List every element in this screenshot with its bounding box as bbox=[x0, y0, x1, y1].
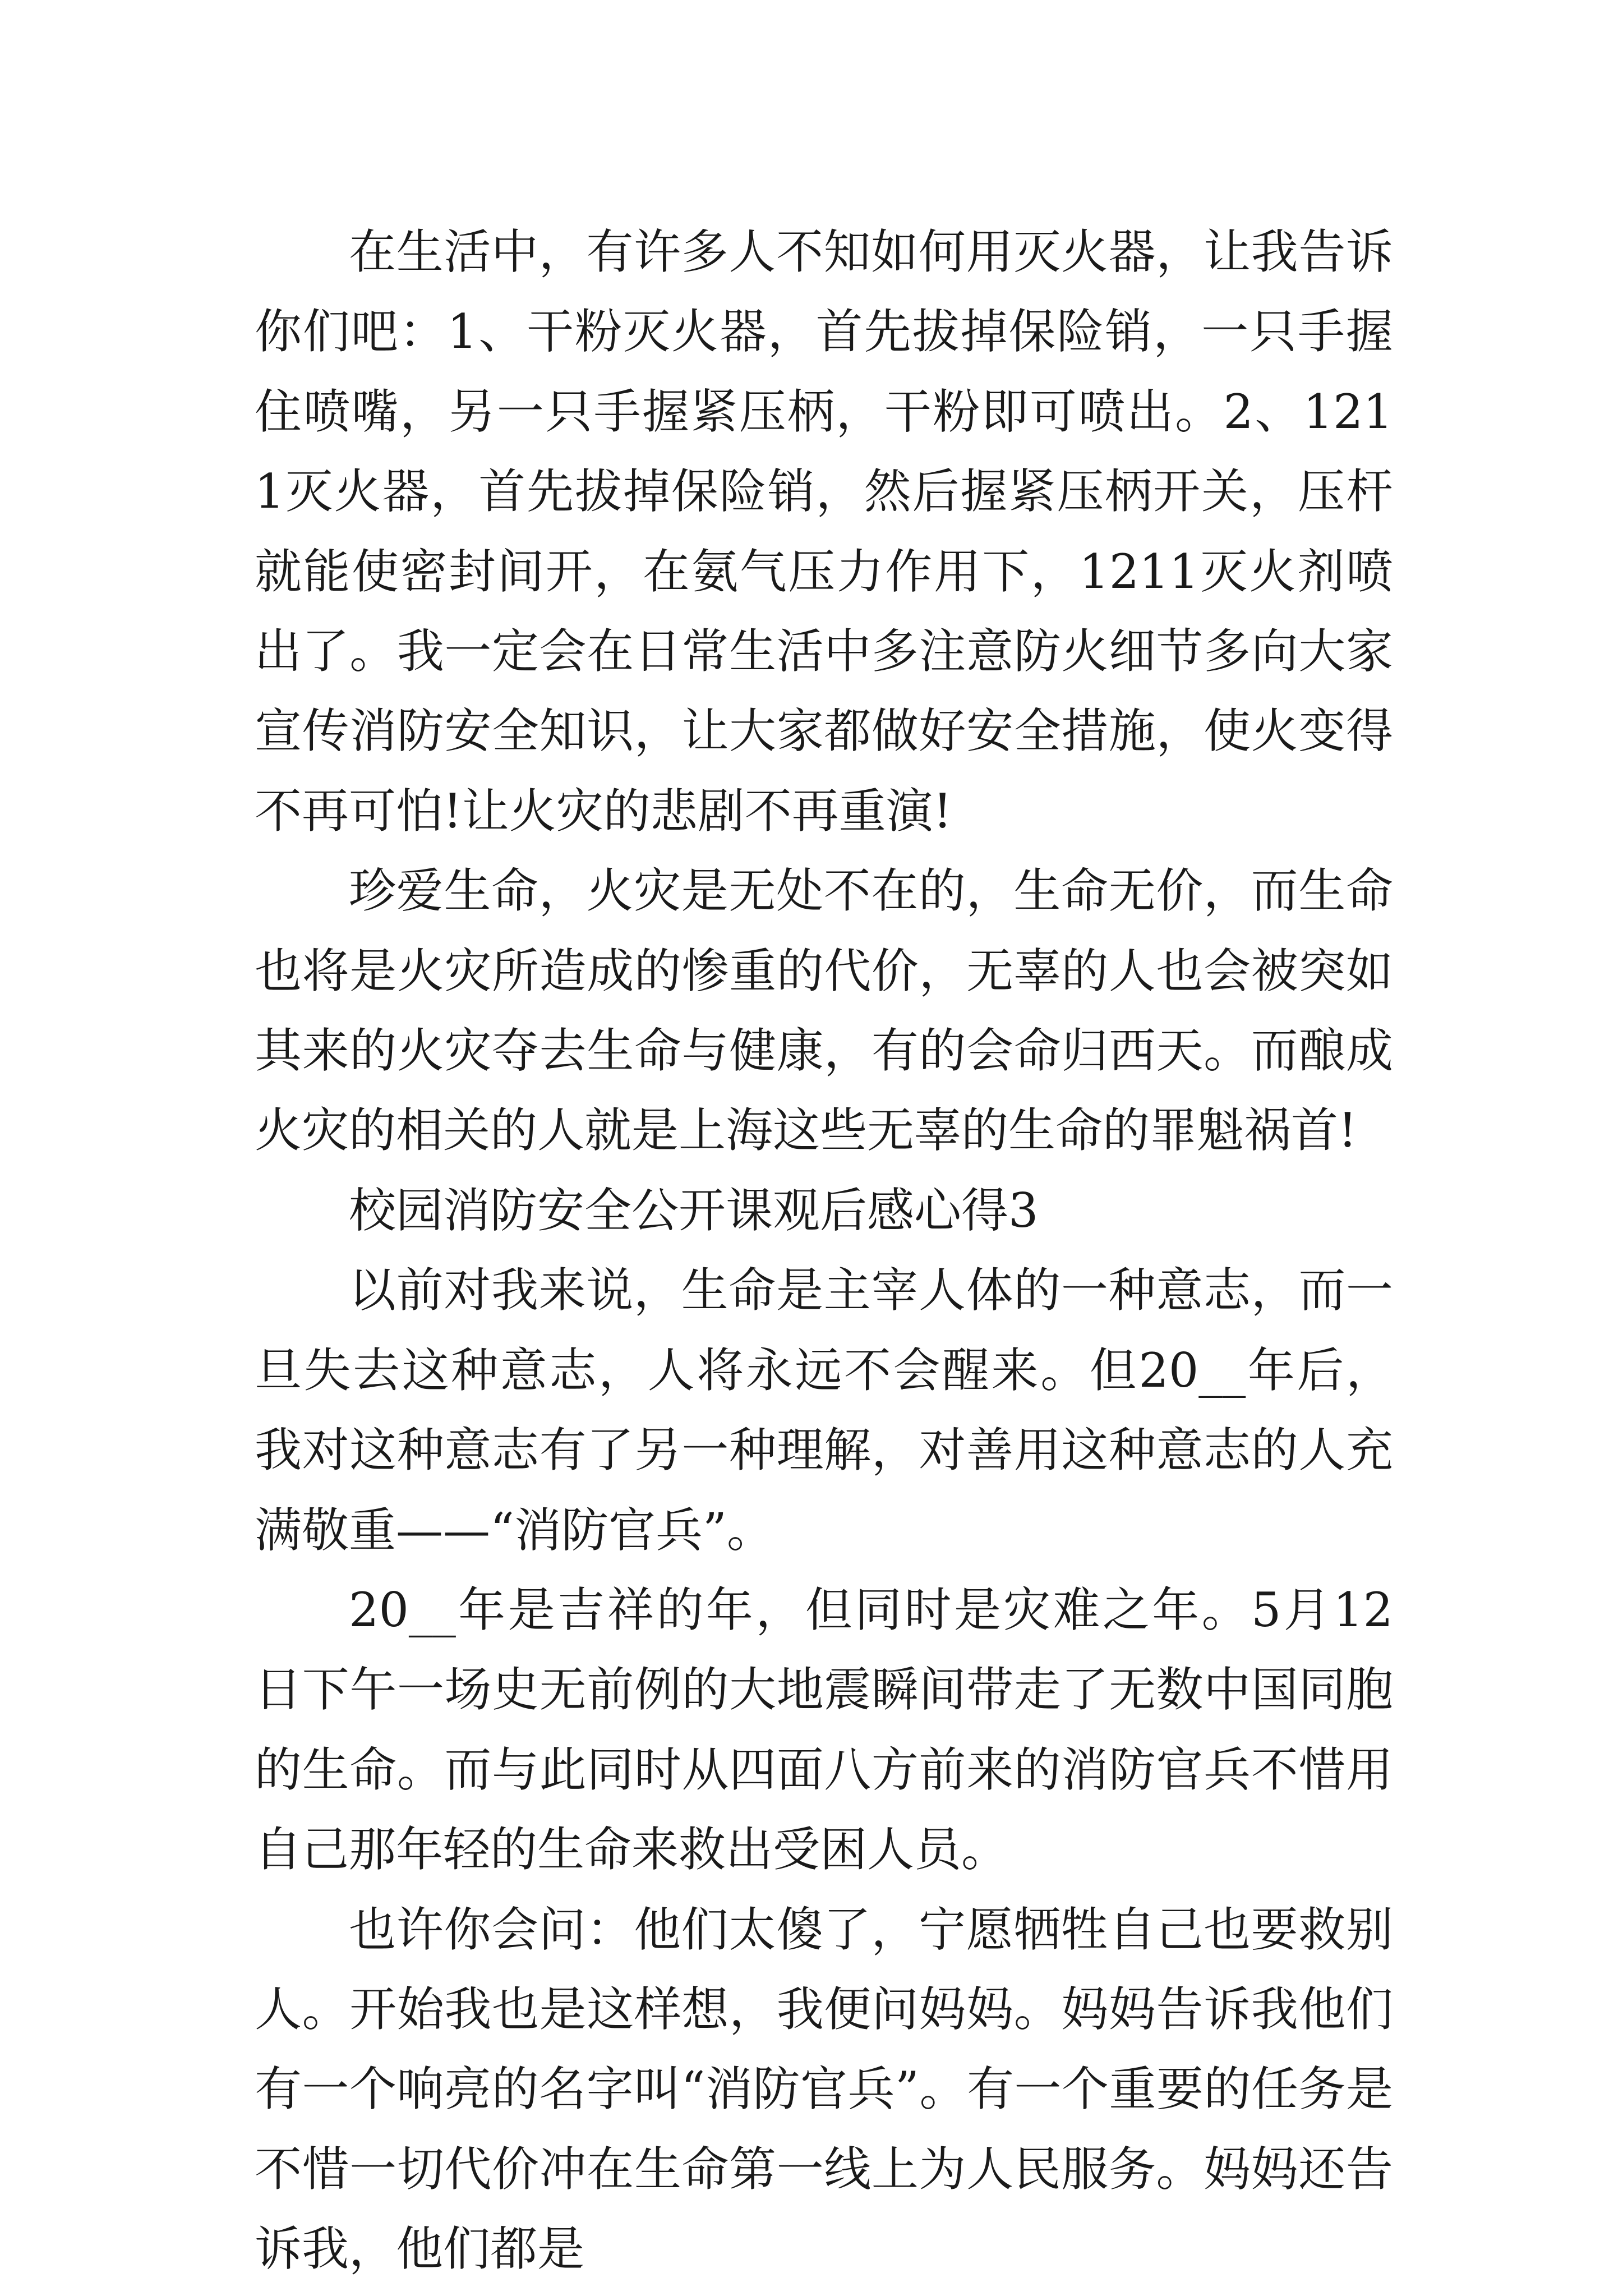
paragraph-fire-extinguisher: 在生活中，有许多人不知如何用灭火器，让我告诉你们吧：1、干粉灭火器，首先拔掉保险销，一只手握住喷嘴，另一只手握紧压柄，干粉即可喷出。2、1211灭火器，首先拔掉保险销，然后握紧压柄开关，压杆就能使密封间开，在氨气压力作用下，1211灭火剂喷出了。我一定会在日常生活中多注意防火细节多向大家宣传消防安全知识，让大家都做好安全措施，使火变得不再可怕!让火灾的悲剧不再重演! bbox=[255, 224, 1393, 839]
paragraph-cherish-life: 珍爱生命，火灾是无处不在的，生命无价，而生命也将是火灾所造成的惨重的代价，无辜的人也会被突如其来的火灾夺去生命与健康，有的会命归西天。而酿成火灾的相关的人就是上海这些无辜的生命的罪魁祸首! bbox=[255, 863, 1393, 1158]
paragraph-will-of-life: 以前对我来说，生命是主宰人体的一种意志，而一旦失去这种意志，人将永远不会醒来。但20__年后，我对这种意志有了另一种理解，对善用这种意志的人充满敬重——“消防官兵”。 bbox=[255, 1263, 1393, 1558]
paragraph-firefighters: 也许你会问：他们太傻了，宁愿牺牲自己也要救别人。开始我也是这样想，我便问妈妈。妈妈告诉我他们有一个响亮的名字叫“消防官兵”。有一个重要的任务是不惜一切代价冲在生命第一线上为人民服务。妈妈还告诉我，他们都是 bbox=[255, 1902, 1393, 2277]
section-heading: 校园消防安全公开课观后感心得3 bbox=[349, 1182, 1039, 1238]
document-body bbox=[255, 212, 1393, 2289]
paragraph-earthquake: 20__年是吉祥的年，但同时是灾难之年。5月12日下午一场史无前例的大地震瞬间带走了无数中国同胞的生命。而与此同时从四面八方前来的消防官兵不惜用自己那年轻的生命来救出受困人员。 bbox=[255, 1582, 1393, 1878]
